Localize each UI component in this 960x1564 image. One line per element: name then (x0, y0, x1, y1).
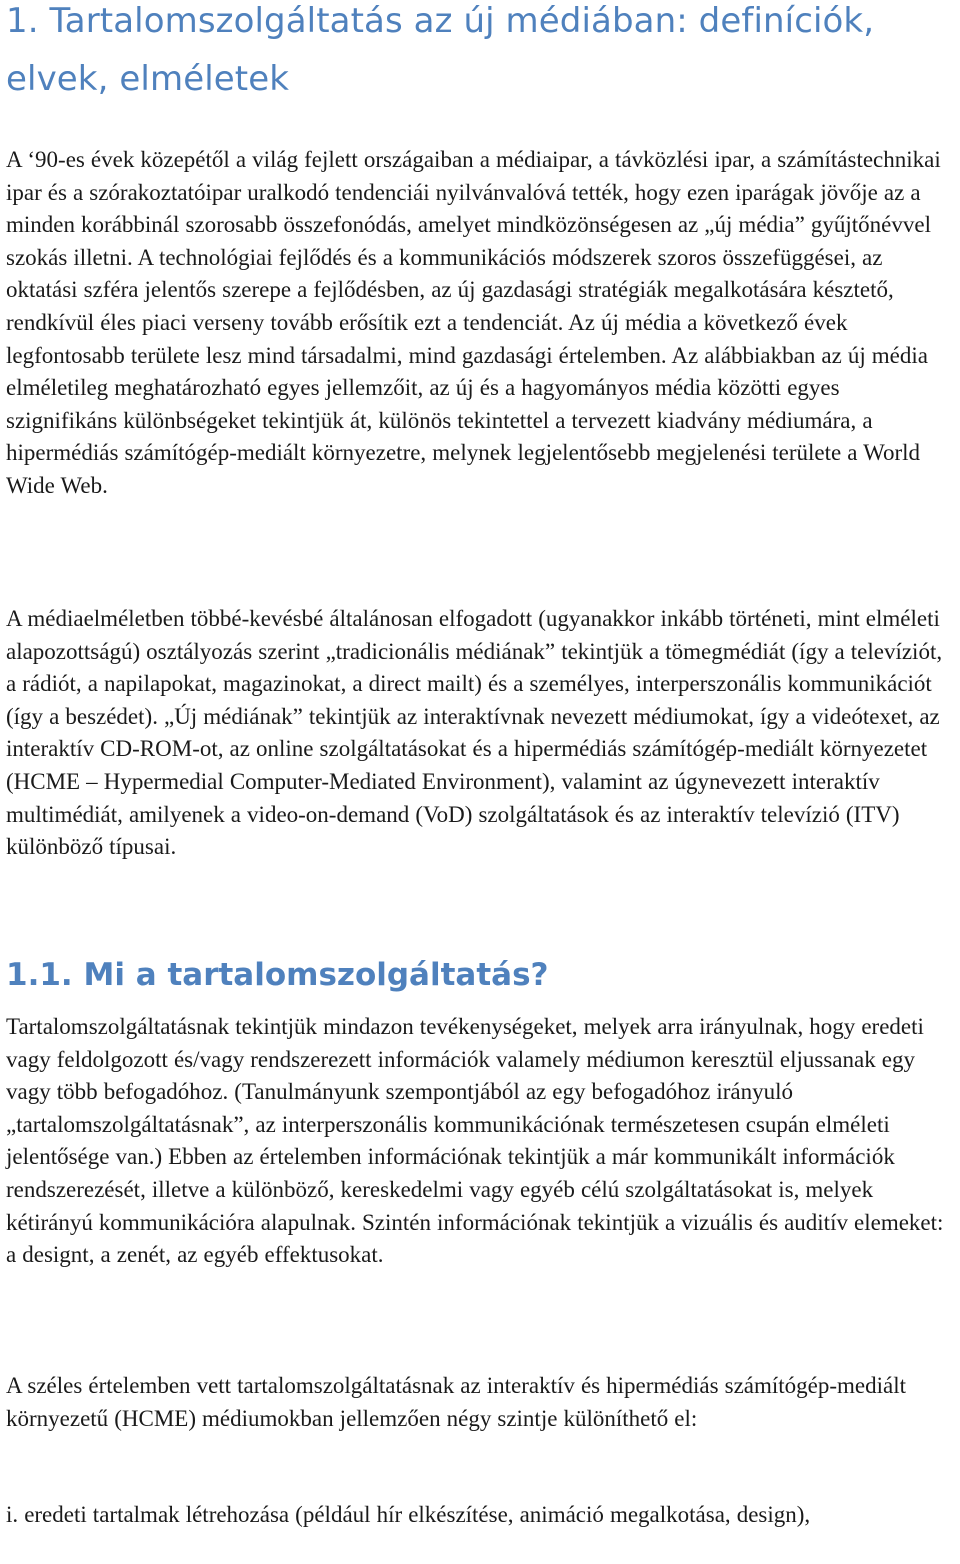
list-item-level-i: i. eredeti tartalmak létrehozása (például hír elkészítése, animáció megalkotása, design), (6, 1502, 811, 1527)
paragraph-media-classification: A médiaelméletben többé-kevésbé általánosan elfogadott (ugyanakkor inkább történeti, mint elméleti alapozottságú) osztályozás szerint „tradicionális médiának” tekintjük a tömegmédiát (így a televíziót, a rádiót, a napilapokat, magazinokat, a direct mailt) és a személyes, interperszonális kommunikációt (így a beszédet). „Új médiának” tekintjük az interaktívnak nevezett médiumokat, így a videótexet, az interaktív CD-ROM-ot, az online szolgáltatásokat és a hipermédiás számítógép-mediált környezetet (HCME – Hypermedial Computer-Mediated Environment), valamint az úgynevezett interaktív multimédiát, amilyenek a video-on-demand (VoD) szolgáltatások és az interaktív televízió (ITV) különböző típusai. (6, 606, 943, 860)
chapter-title: 1. Tartalomszolgáltatás az új médiában: definíciók, elvek, elméletek (6, 1, 875, 99)
paragraph-intro: A ‘90-es évek közepétől a világ fejlett országaiban a médiaipar, a távközlési ipar, a számítástechnikai ipar és a szórakoztatóipar uralkodó tendenciái nyilvánvalóvá tették, hogy ezen iparágak jövője az a minden korábbinál szorosabb összefonódás, amelyet mindközönségesen az „új média” gyűjtőnévvel szokás illetni. A technológiai fejlődés és a kommunikációs módszerek szoros összefüggései, az oktatási szféra jelentős szerepe a fejlődésben, az új gazdasági stratégiák megalkotására késztető, rendkívül éles piaci verseny tovább erősítik ezt a tendenciát. Az új média a következő évek legfontosabb területe lesz mind társadalmi, mind gazdasági értelemben. Az alábbiakban az új média elméletileg meghatározható egyes jellemzőit, az új és a hagyományos média közötti egyes szignifikáns különbségeket tekintjük át, különös tekintettel a tervezett kiadvány médiumára, a hipermédiás számítógép-mediált környezetre, melynek legjelentősebb megjelenési területe a World Wide Web. (6, 147, 941, 498)
paragraph-content-service-definition: Tartalomszolgáltatásnak tekintjük mindazon tevékenységeket, melyek arra irányulnak, hogy eredeti vagy feldolgozott és/vagy rendszerezett információk valamely médiumon keresztül eljussanak egy vagy több befogadóhoz. (Tanulmányunk szempontjából az egy befogadóhoz irányuló „tartalomszolgáltatásnak”, az interperszonális kommunikációnak természetesen csupán elméleti jelentősége van.) Ebben az értelemben információnak tekintjük a már kommunikált információk rendszerezését, illetve a különböző, kereskedelmi vagy egyéb célú szolgáltatásokat is, melyek kétirányú kommunikációra alapulnak. Szintén információnak tekintjük a vizuális és auditív elemeket: a designt, a zenét, az egyéb effektusokat. (6, 1014, 944, 1268)
paragraph-content-service-levels: A széles értelemben vett tartalomszolgáltatásnak az interaktív és hipermédiás számítógép-mediált környezetű (HCME) médiumokban jellemzően négy szintje különíthető el: (6, 1373, 907, 1431)
section-title: 1.1. Mi a tartalomszolgáltatás? (6, 957, 549, 993)
document-page (6, 0, 958, 1527)
